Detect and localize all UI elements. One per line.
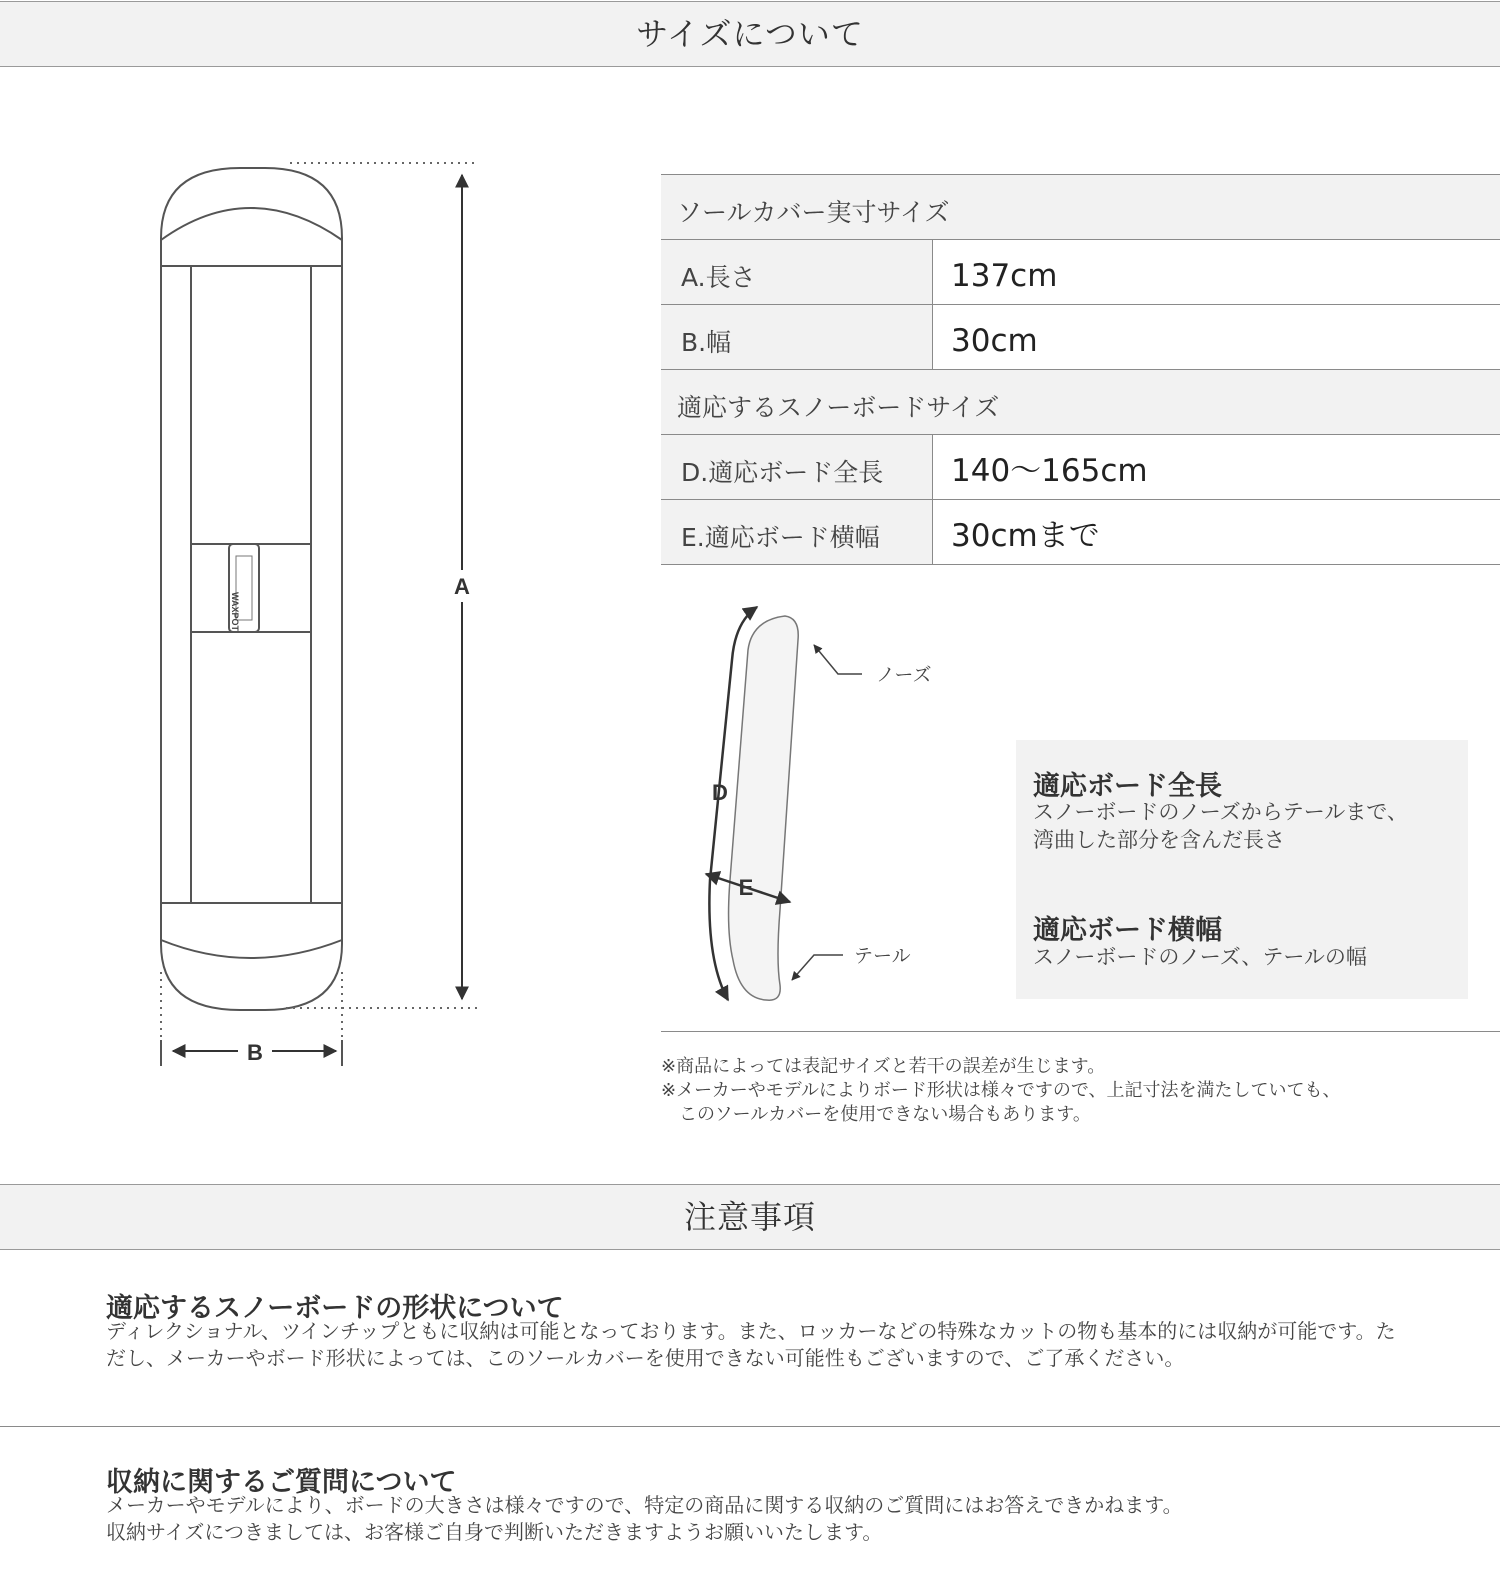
row-value: 137cm	[951, 258, 1058, 294]
divider	[661, 1031, 1500, 1032]
nose-pointer	[814, 645, 862, 674]
row-value: 30cmまで	[951, 518, 1100, 554]
tail-label: テール	[854, 945, 911, 967]
row-key: E.適応ボード横幅	[661, 500, 933, 564]
board-length-text1: スノーボードのノーズからテールまで、	[1033, 800, 1408, 824]
logo-text: WAXPOT	[230, 592, 240, 632]
board-length-text2: 湾曲した部分を含んだ長さ	[1033, 828, 1285, 852]
board-width-text: スノーボードのノーズ、テールの幅	[1033, 945, 1367, 969]
board-width-title: 適応ボード横幅	[1033, 915, 1222, 946]
table-section-board: 適応するスノーボードサイズ	[661, 370, 1500, 435]
board-length-title: 適応ボード全長	[1033, 771, 1222, 802]
note-line: ※メーカーやモデルによりボード形状は様々ですので、上記寸法を満たしていても、	[661, 1080, 1341, 1101]
storage-question-text1: メーカーやモデルにより、ボードの大きさは様々ですので、特定の商品に関する収納のご質問にはお答えできかねます。	[106, 1493, 1183, 1517]
storage-question-text2: 収納サイズにつきましては、お客様ご自身で判断いただきますようお願いいたします。	[106, 1520, 883, 1544]
row-key: D.適応ボード全長	[661, 435, 933, 499]
notes-section-header: 注意事項	[0, 1184, 1500, 1250]
snowboard-diagram	[0, 0, 1000, 1020]
divider	[0, 1426, 1500, 1427]
board-size-explanation	[1016, 740, 1468, 999]
board-shape-heading: 適応するスノーボードの形状について	[106, 1293, 564, 1324]
dimension-b	[161, 1040, 342, 1066]
row-value: 140〜165cm	[951, 453, 1148, 489]
table-section-sole-cover: ソールカバー実寸サイズ	[661, 175, 1500, 240]
row-key: A.長さ	[661, 240, 933, 304]
note-line: このソールカバーを使用できない場合もあります。	[661, 1104, 1091, 1125]
snowboard-shape	[729, 616, 799, 1000]
size-section-header: サイズについて	[0, 1, 1500, 67]
label-e: E	[738, 875, 754, 900]
tail-pointer	[792, 955, 843, 980]
note-line: ※商品によっては表記サイズと若干の誤差が生じます。	[661, 1056, 1106, 1077]
row-key: B.幅	[661, 305, 933, 369]
nose-label: ノーズ	[876, 664, 932, 686]
row-value: 30cm	[951, 323, 1038, 359]
label-a: A	[454, 574, 470, 599]
board-shape-text: ディレクショナル、ツインチップともに収納は可能となっております。また、ロッカーなどの特殊なカットの物も基本的には収納が可能です。ただし、メーカーやボード形状によっては、このソールカバーを使用できない可能性もございますので、ご了承ください。	[106, 1319, 1396, 1370]
storage-question-heading: 収納に関するご質問について	[106, 1467, 457, 1498]
label-d: D	[712, 780, 728, 805]
label-b: B	[247, 1040, 263, 1065]
